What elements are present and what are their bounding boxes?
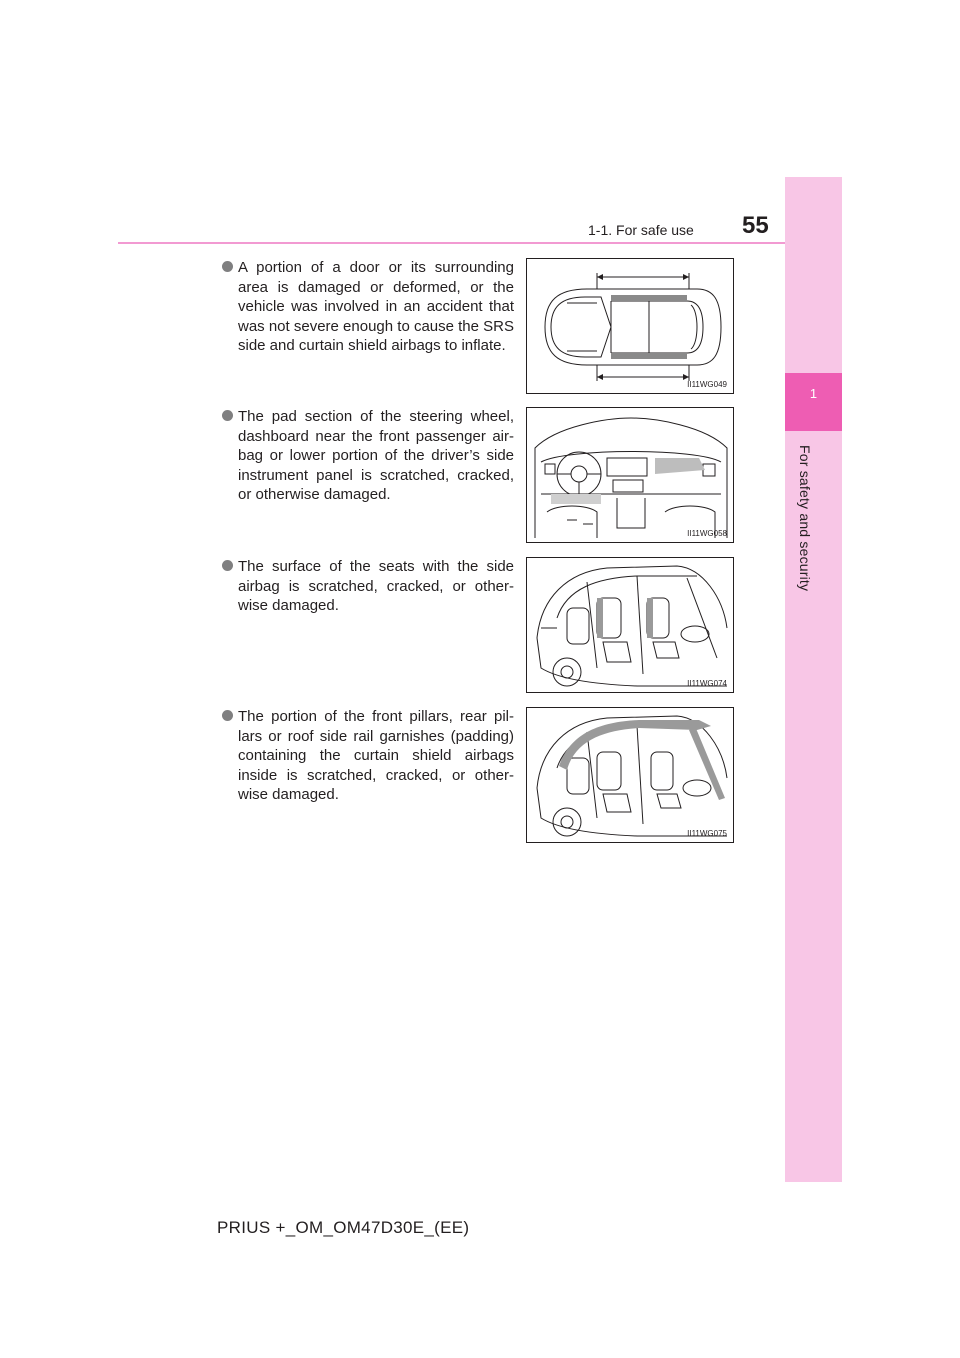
car-pillars-icon (527, 708, 734, 843)
car-seats-icon (527, 558, 734, 693)
section-title: 1-1. For safe use (588, 222, 694, 238)
bullet-icon (222, 560, 233, 571)
bullet-icon (222, 710, 233, 721)
figure-code: II11WG058 (687, 529, 727, 538)
item-text: A portion of a door or its surrounding area is damaged or deformed, or the vehicle was involved in an accident that was not severe enough to cause the SRS side and curtain shield airbags to inflate. (238, 259, 515, 354)
chapter-number: 1 (809, 386, 818, 401)
side-tab (785, 177, 842, 1182)
footer-document-code: PRIUS +_OM_OM47D30E_(EE) (217, 1218, 470, 1237)
figure-dashboard (526, 407, 734, 543)
car-top-view-icon (527, 259, 734, 394)
item-text: The portion of the front pillars, rear pil- lars or roof side rail garnishes (padding) containing the curtain shield airbags inside is scratched, cracked, or other- wise damaged. (238, 708, 514, 803)
figure-code: II11WG049 (687, 380, 727, 389)
item-text: The surface of the seats with the side airbag is scratched, cracked, or other- wise damaged. (238, 558, 514, 614)
chapter-label: For safety and security (797, 445, 813, 592)
side-tab-active-marker[interactable] (785, 373, 842, 431)
figure-code: II11WG074 (687, 679, 727, 688)
figure-code: II11WG075 (687, 829, 727, 838)
figure-car-top-view (526, 258, 734, 394)
dashboard-icon (527, 408, 734, 543)
item-text: The pad section of the steering wheel, dashboard near the front passenger air- bag or lower portion of the driver’s side instrument panel is scratched, cracked, or otherwise damaged. (238, 408, 514, 503)
bullet-icon (222, 410, 233, 421)
bullet-icon (222, 261, 233, 272)
page-number: 55 (742, 212, 769, 239)
header-divider (118, 242, 785, 244)
figure-car-seats (526, 557, 734, 693)
figure-car-pillars (526, 707, 734, 843)
